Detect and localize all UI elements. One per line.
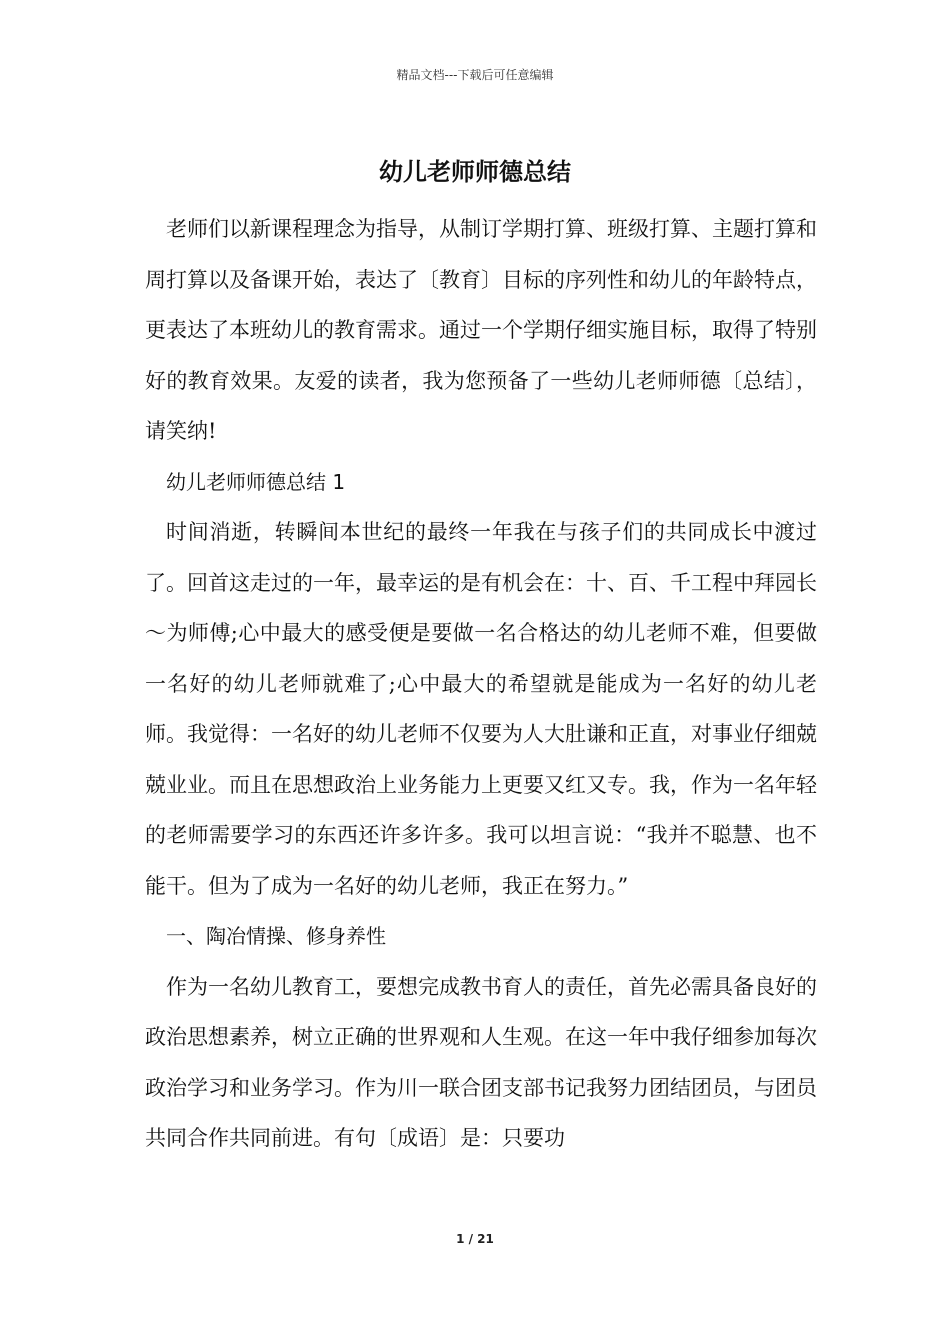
section-heading-cultivate: 一、陶冶情操、修身养性 [166,924,386,948]
body-paragraph: 作为一名幼儿教育工，要想完成教书育人的责任，首先必需具备良好的政治思想素养，树立正确的世界观和人生观。在这一年中我仔细参加每次政治学习和业务学习。作为川一联合团支部书记我努力团结团员，与团员共同合作共同前进。有句〔成语〕是：只要功 [145,974,817,1150]
document-body [145,204,817,1164]
header-note: 精品文档---下载后可任意编辑 [396,68,554,82]
page-number: 1 / 21 [456,1232,494,1246]
intro-paragraph: 老师们以新课程理念为指导，从制订学期打算、班级打算、主题打算和周打算以及备课开始，表达了〔教育〕目标的序列性和幼儿的年龄特点，更表达了本班幼儿的教育需求。通过一个学期仔细实施目标，取得了特别好的教育效果。友爱的读者，我为您预备了一些幼儿老师师德〔总结〕，请笑纳! [145,217,817,443]
body-paragraph: 时间消逝，转瞬间本世纪的最终一年我在与孩子们的共同成长中渡过了。回首这走过的一年，最幸运的是有机会在：十、百、千工程中拜园长～为师傅;心中最大的感受便是要做一名合格达的幼儿老师不难，但要做一名好的幼儿老师就难了;心中最大的希望就是能成为一名好的幼儿老师。我觉得：一名好的幼儿老师不仅要为人大肚谦和正直，对事业仔细兢兢业业。而且在思想政治上业务能力上更要又红又专。我，作为一名年轻的老师需要学习的东西还许多许多。我可以坦言说：“我并不聪慧、也不能干。但为了成为一名好的幼儿老师，我正在努力。” [145,520,817,898]
section-heading-summary-1: 幼儿老师师德总结 1 [166,469,346,494]
document-title: 幼儿老师师德总结 [379,158,571,186]
